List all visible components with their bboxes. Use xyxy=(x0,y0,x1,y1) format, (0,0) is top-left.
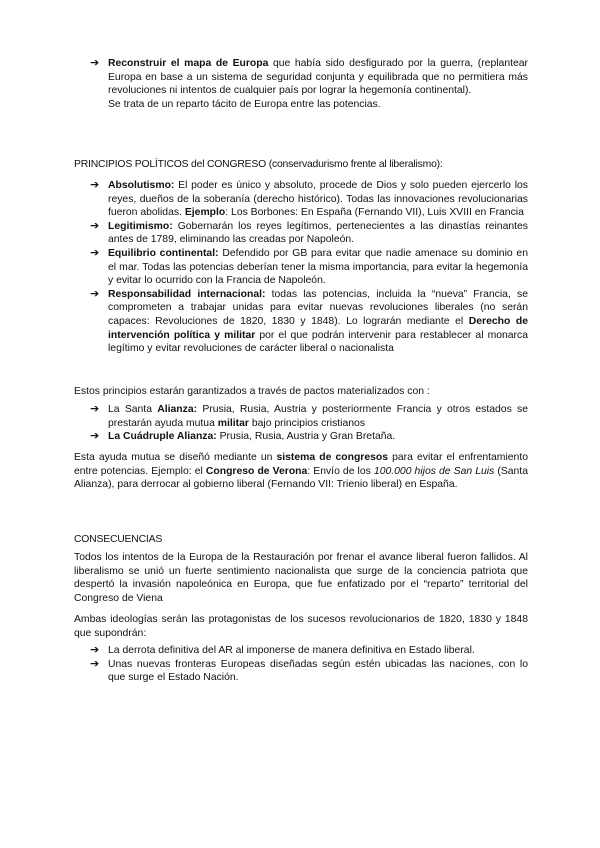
bold-term: La Cuádruple Alianza: xyxy=(108,431,217,443)
arrow-bullet-icon: ➔ xyxy=(90,644,100,656)
bold-term: Reconstruir el mapa de Europa xyxy=(108,58,269,69)
list-item xyxy=(74,658,528,685)
item-text: El poder es único y absoluto, procede de Dios y solo pueden ejercerlo los reyes, dueños de la soberanía (derecho histórico). Todas las innovaciones revolucionarias fueron abolidas. xyxy=(108,180,528,219)
list-item xyxy=(74,247,528,288)
italic-term: 100.000 hijos de San Luis xyxy=(373,465,495,477)
list-item xyxy=(74,288,528,356)
item-text: todas las potencias, incluida la “nueva” Francia, se comprometen a trabajar unidas para evitar nuevas revoluciones liberales (no serán capaces: Revoluciones de 1820, 1830 y 1848). Lo lograrán mediante el xyxy=(108,288,528,327)
consequences-list xyxy=(74,644,528,685)
arrow-bullet-icon: ➔ xyxy=(90,657,100,670)
item-text: : Los Borbones: En España (Fernando VII), Luis XVIII en Francia xyxy=(225,207,524,219)
intro-section xyxy=(74,57,528,111)
section-heading: CONSECUENCIAS xyxy=(74,534,163,545)
section-heading: PRINCIPIOS POLÍTICOS del CONGRESO (conservadurismo frente al liberalismo): xyxy=(74,159,443,170)
item-text: La Santa xyxy=(108,404,158,415)
item-text: Defendido por GB para evitar que nadie amenace su dominio en el mar. Todas las potencias deberían tener la misma importancia, para evitar la hegemonía y evitar lo ocurrido con la Francia de Napoleón. xyxy=(108,247,528,287)
bold-term: Ejemplo xyxy=(184,207,226,219)
list-item xyxy=(74,403,528,430)
arrow-bullet-icon: ➔ xyxy=(90,246,100,259)
arrow-bullet-icon: ➔ xyxy=(90,403,100,415)
list-item xyxy=(74,179,528,220)
item-text: Gobernarán los reyes legítimos, pertenecientes a las dinastías reinantes antes de 1789, eliminando las creadas por Napoleón. xyxy=(108,220,528,246)
item-text: Unas nuevas fronteras Europeas diseñadas según estén ubicadas las naciones, con lo que surge el Estado Nación. xyxy=(108,658,528,684)
item-text: que había sido desfigurado por la guerra, (replantear Europa en base a un sistema de seguridad conjunta y equilibrada que no permitiera más revoluciones ni intentos de cualquier país por lograr la hegemonía continental). xyxy=(108,58,528,97)
arrow-bullet-icon: ➔ xyxy=(90,179,100,191)
arrow-bullet-icon: ➔ xyxy=(90,219,100,232)
bold-term: militar xyxy=(217,417,249,429)
bold-term: Legitimismo: xyxy=(108,220,173,232)
aid-paragraph: Esta ayuda mutua se diseñó mediante un sistema de congresos para evitar el enfrentamiento entre potencias. Ejemplo: el Congreso de Verona: Envío de los 100.000 hijos de San Luis (Santa Alianza), para derrocar al gobierno liberal (Fernando VII: Trienio liberal) en España. xyxy=(74,452,528,491)
arrow-bullet-icon: ➔ xyxy=(90,430,100,443)
pacts-list xyxy=(74,403,528,444)
list-item xyxy=(74,220,528,247)
item-text: Prusia, Rusia, Austria y posteriormente Francia y otros estados se prestarán ayuda mutua xyxy=(108,404,528,429)
arrow-bullet-icon: ➔ xyxy=(90,57,100,69)
item-text: Se trata de un reparto tácito de Europa entre las potencias. xyxy=(108,98,381,110)
consequences-paragraph: Ambas ideologías serán las protagonistas de los sucesos revolucionarios de 1820, 1830 y 1848 que supondrán: xyxy=(74,614,528,639)
list-item xyxy=(74,57,528,111)
bold-term: Absolutismo: xyxy=(108,180,175,191)
item-text: Prusia, Rusia, Austria y Gran Bretaña. xyxy=(216,431,396,443)
bold-term: Congreso de Verona xyxy=(205,465,308,477)
item-text: La derrota definitiva del AR al imponerse de manera definitiva en Estado liberal. xyxy=(108,645,475,656)
principles-list xyxy=(74,179,528,356)
bold-term: sistema de congresos xyxy=(276,452,389,463)
bold-term: Derecho de intervención política y militar xyxy=(108,315,528,341)
consequences-paragraph: Todos los intentos de la Europa de la Restauración por frenar el avance liberal fueron fallidos. Al liberalismo se unió un fuerte sentimiento nacionalista que surge de la conciencia patriota que despertó la invasión napoleónica en Europa, que fue enfatizado por el “reparto” territorial del Congreso de Viena xyxy=(74,552,528,604)
arrow-bullet-icon: ➔ xyxy=(90,287,100,300)
list-item xyxy=(74,644,528,658)
bold-term: Equilibrio continental: xyxy=(108,247,219,259)
guarantee-paragraph: Estos principios estarán garantizados a través de pactos materializados con : xyxy=(74,386,430,397)
item-text: por el que podrán intervenir para restablecer al monarca legítimo y evitar revoluciones de carácter liberal o nacionalista xyxy=(108,329,528,355)
item-text: bajo principios cristianos xyxy=(248,417,366,429)
list-item xyxy=(74,430,528,444)
bold-term: Responsabilidad internacional: xyxy=(108,288,266,300)
bold-term: Alianza: xyxy=(157,404,198,415)
